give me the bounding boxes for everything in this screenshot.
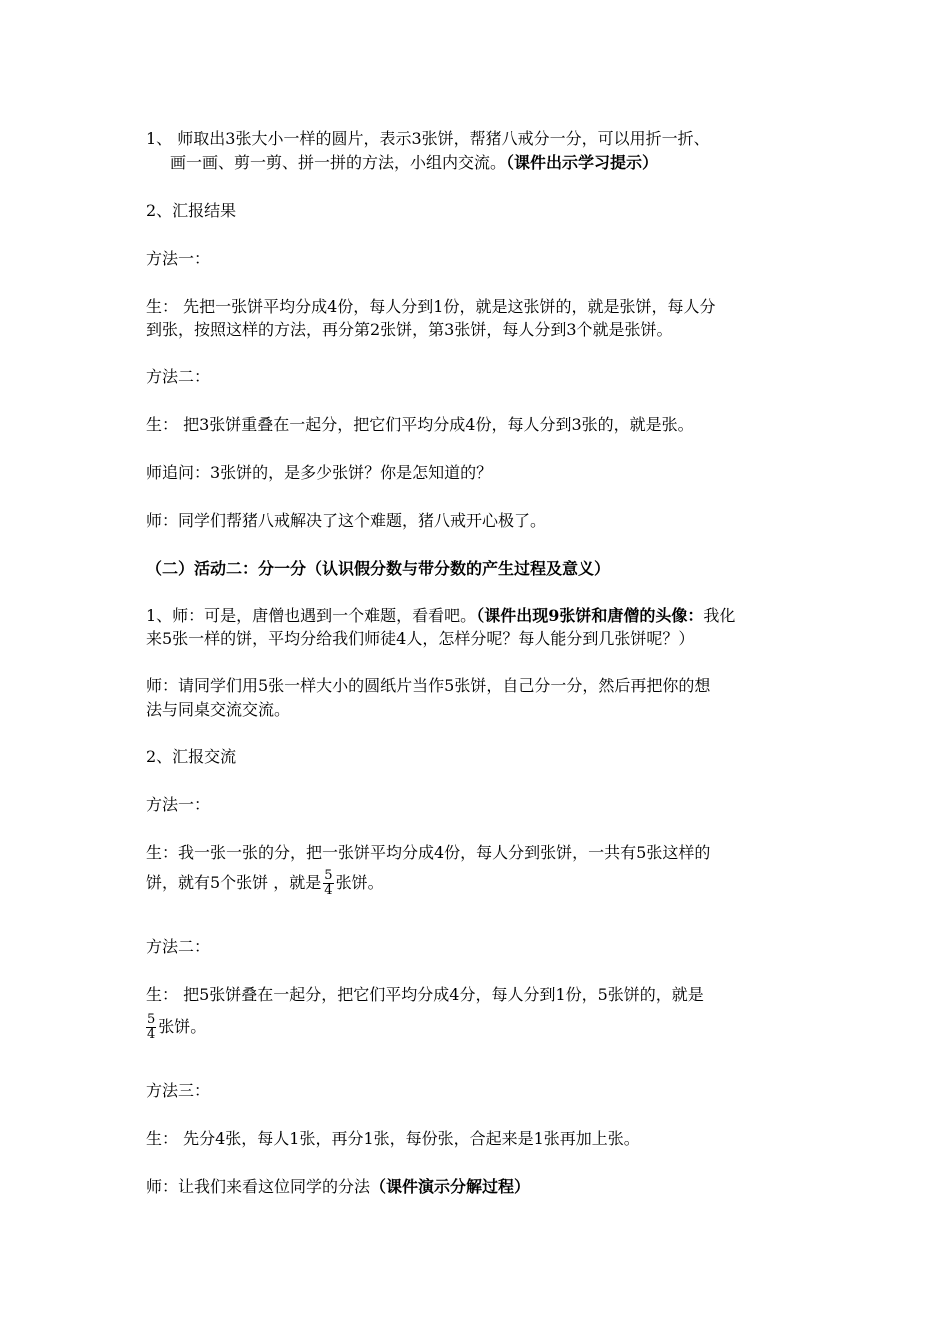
text: 方法一： <box>146 249 211 268</box>
text: 生： 把3张饼重叠在一起分，把它们平均分成4份，每人分到3张的，就是张。 <box>146 415 694 434</box>
text: 画一画、剪一剪、拼一拼的方法，小组内交流。 <box>170 153 507 172</box>
text: 师：同学们帮猪八戒解决了这个难题，猪八戒开心极了。 <box>146 511 547 530</box>
text: 师：让我们来看这位同学的分法 <box>146 1177 371 1196</box>
text: 2、汇报结果 <box>146 201 237 220</box>
paragraph-student-2 <box>146 410 811 440</box>
text: 生：我一张一张的分，把一张饼平均分成4份，每人分到张饼，一共有5张这样的 <box>146 843 711 862</box>
paragraph-teacher-2-cont <box>146 624 811 654</box>
text: 方法一： <box>146 795 211 814</box>
paragraph-teacher-1 <box>146 506 811 536</box>
method-1-label <box>146 244 811 274</box>
text: 生： 先把一张饼平均分成4份，每人分到1份，就是这张饼的，就是张饼，每人分 <box>146 297 716 316</box>
fraction-five-quarters <box>323 869 333 898</box>
text: 法与同桌交流交流。 <box>146 700 291 719</box>
method-2-label-b <box>146 932 811 962</box>
paragraph-student-4-cont <box>146 1012 811 1042</box>
heading-report-results <box>146 196 811 226</box>
text: 方法二： <box>146 367 211 386</box>
bold-note: （课件演示分解过程） <box>370 1177 531 1196</box>
paragraph-student-1-cont <box>146 315 811 345</box>
text: 方法二： <box>146 937 211 956</box>
heading-report-exchange <box>146 742 811 772</box>
fraction-denominator: 4 <box>324 883 333 898</box>
paragraph-teacher-question <box>146 458 811 488</box>
paragraph-student-4 <box>146 980 811 1010</box>
text: 张饼。 <box>158 1017 207 1036</box>
method-1-label-b <box>146 790 811 820</box>
text: 1、师：可是，唐僧也遇到一个难题，看看吧。 <box>146 606 477 625</box>
text: 我化 <box>703 606 736 625</box>
paragraph-student-5 <box>146 1124 811 1154</box>
text: 来5张一样的饼，平均分给我们师徒4人，怎样分呢？每人能分到几张饼呢？） <box>146 629 695 648</box>
fraction-five-quarters <box>146 1013 156 1042</box>
paragraph-teacher-3-cont <box>146 695 811 725</box>
text: 方法三： <box>146 1081 211 1100</box>
method-3-label <box>146 1076 811 1106</box>
text: 1、 师取出3张大小一样的圆片，表示3张饼，帮猪八戒分一分，可以用折一折、 <box>146 129 710 148</box>
bold-note: （课件出示学习提示） <box>506 153 659 172</box>
text: 师追问：3张饼的，是多少张饼？你是怎知道的？ <box>146 463 493 482</box>
section-heading-activity-2 <box>146 554 811 584</box>
text: 师：请同学们用5张一样大小的圆纸片当作5张饼，自己分一分，然后再把你的想 <box>146 676 711 695</box>
paragraph-student-3-cont <box>146 868 811 898</box>
fraction-numerator: 5 <box>324 868 333 883</box>
paragraph-1-cont <box>170 148 835 178</box>
text: 生： 先分4张，每人1张，再分1张，每份张，合起来是1张再加上张。 <box>146 1129 640 1148</box>
paragraph-student-3 <box>146 838 811 868</box>
bold-note: （课件出现9张饼和唐僧的头像： <box>476 606 704 625</box>
fraction-denominator: 4 <box>147 1027 156 1042</box>
text: 2、汇报交流 <box>146 747 237 766</box>
text: 生： 把5张饼叠在一起分，把它们平均分成4分，每人分到1份，5张饼的，就是 <box>146 985 704 1004</box>
text: 张饼。 <box>335 873 384 892</box>
method-2-label <box>146 362 811 392</box>
text: 饼，就有5个张饼 ，就是 <box>146 873 322 892</box>
text: （二）活动二：分一分（认识假分数与带分数的产生过程及意义） <box>146 559 611 578</box>
paragraph-teacher-4 <box>146 1172 811 1202</box>
text: 到张，按照这样的方法，再分第2张饼，第3张饼，每人分到3个就是张饼。 <box>146 320 673 339</box>
fraction-numerator: 5 <box>147 1012 156 1027</box>
